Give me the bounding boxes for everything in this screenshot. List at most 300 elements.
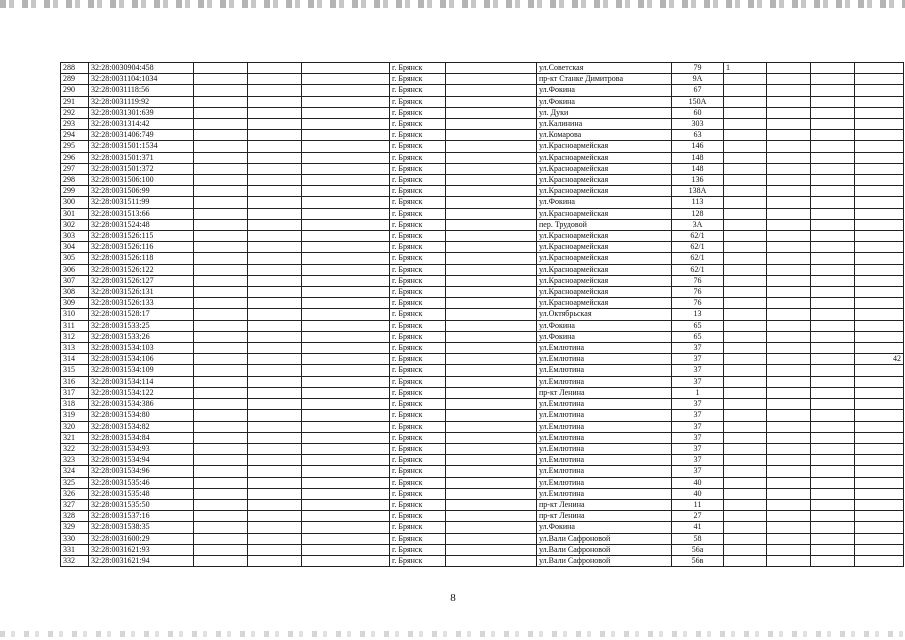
empty-cell: [811, 231, 855, 242]
empty-cell: [767, 163, 811, 174]
cadastral-number-cell: 32:28:0031119:92: [89, 96, 194, 107]
street-cell: ул.Емлютина: [537, 365, 672, 376]
house-number-cell: 37: [672, 466, 724, 477]
city-cell: г. Брянск: [390, 410, 446, 421]
empty-cell: [811, 186, 855, 197]
house-number-cell: 11: [672, 499, 724, 510]
cadastral-number-cell: 32:28:0031526:115: [89, 231, 194, 242]
empty-cell: [248, 399, 302, 410]
street-cell: ул.Фокина: [537, 320, 672, 331]
row-number-cell: 289: [61, 74, 89, 85]
empty-cell: [194, 141, 248, 152]
empty-cell: [811, 298, 855, 309]
house-number-cell: 37: [672, 432, 724, 443]
extra-cell: [724, 511, 767, 522]
empty-cell: [248, 455, 302, 466]
row-number-cell: 300: [61, 197, 89, 208]
street-cell: ул.Красноармейская: [537, 163, 672, 174]
row-number-cell: 309: [61, 298, 89, 309]
table-row: [61, 455, 904, 466]
empty-cell: [767, 387, 811, 398]
city-cell: г. Брянск: [390, 443, 446, 454]
empty-cell: [446, 287, 537, 298]
extra-cell: [724, 522, 767, 533]
empty-cell: [446, 253, 537, 264]
street-cell: пр-кт Станке Димитрова: [537, 74, 672, 85]
cadastral-number-cell: 32:28:0031534:109: [89, 365, 194, 376]
table-row: [61, 399, 904, 410]
house-number-cell: 146: [672, 141, 724, 152]
empty-cell: [767, 96, 811, 107]
empty-cell: [248, 208, 302, 219]
empty-cell: [446, 74, 537, 85]
city-cell: г. Брянск: [390, 96, 446, 107]
cadastral-number-cell: 32:28:0031501:371: [89, 152, 194, 163]
street-cell: ул.Вали Сафроновой: [537, 544, 672, 555]
empty-cell: [194, 477, 248, 488]
empty-cell: [248, 376, 302, 387]
empty-cell: [302, 197, 390, 208]
street-cell: ул.Красноармейская: [537, 231, 672, 242]
empty-cell: [302, 242, 390, 253]
row-number-cell: 329: [61, 522, 89, 533]
empty-cell: [446, 152, 537, 163]
row-number-cell: 306: [61, 264, 89, 275]
empty-cell: [811, 455, 855, 466]
table-row: [61, 264, 904, 275]
empty-cell: [302, 163, 390, 174]
empty-cell: [767, 443, 811, 454]
row-number-cell: 318: [61, 399, 89, 410]
extra-cell: [724, 85, 767, 96]
empty-cell: [302, 309, 390, 320]
empty-cell: [767, 488, 811, 499]
empty-cell: [302, 186, 390, 197]
extra-cell: [855, 399, 904, 410]
empty-cell: [302, 343, 390, 354]
table-row: [61, 511, 904, 522]
extra-cell: [855, 130, 904, 141]
page-number: 8: [450, 592, 456, 604]
empty-cell: [194, 253, 248, 264]
empty-cell: [248, 511, 302, 522]
empty-cell: [302, 107, 390, 118]
house-number-cell: 148: [672, 152, 724, 163]
empty-cell: [811, 331, 855, 342]
table-row: [61, 242, 904, 253]
empty-cell: [811, 219, 855, 230]
table-row: [61, 130, 904, 141]
empty-cell: [194, 130, 248, 141]
empty-cell: [811, 522, 855, 533]
extra-cell: [855, 488, 904, 499]
cadastral-number-cell: 32:28:0031526:122: [89, 264, 194, 275]
empty-cell: [446, 309, 537, 320]
empty-cell: [767, 331, 811, 342]
empty-cell: [194, 163, 248, 174]
empty-cell: [302, 443, 390, 454]
city-cell: г. Брянск: [390, 175, 446, 186]
empty-cell: [767, 208, 811, 219]
city-cell: г. Брянск: [390, 85, 446, 96]
extra-cell: [855, 455, 904, 466]
empty-cell: [811, 544, 855, 555]
street-cell: ул.Емлютина: [537, 343, 672, 354]
row-number-cell: 295: [61, 141, 89, 152]
empty-cell: [248, 107, 302, 118]
house-number-cell: 3А: [672, 219, 724, 230]
street-cell: ул.Калинина: [537, 119, 672, 130]
row-number-cell: 331: [61, 544, 89, 555]
empty-cell: [446, 107, 537, 118]
extra-cell: [724, 421, 767, 432]
city-cell: г. Брянск: [390, 387, 446, 398]
empty-cell: [767, 231, 811, 242]
house-number-cell: 40: [672, 488, 724, 499]
street-cell: пр-кт Ленина: [537, 387, 672, 398]
empty-cell: [446, 264, 537, 275]
extra-cell: [724, 387, 767, 398]
empty-cell: [248, 119, 302, 130]
extra-cell: [724, 253, 767, 264]
cadastral-number-cell: 32:28:0031534:103: [89, 343, 194, 354]
extra-cell: [724, 298, 767, 309]
empty-cell: [811, 443, 855, 454]
cadastral-number-cell: 32:28:0031104:1034: [89, 74, 194, 85]
city-cell: г. Брянск: [390, 264, 446, 275]
table-row: [61, 287, 904, 298]
scan-edge-top: [0, 0, 905, 8]
row-number-cell: 332: [61, 555, 89, 566]
empty-cell: [248, 85, 302, 96]
empty-cell: [446, 555, 537, 566]
house-number-cell: 150А: [672, 96, 724, 107]
empty-cell: [811, 275, 855, 286]
extra-cell: [855, 152, 904, 163]
empty-cell: [767, 186, 811, 197]
empty-cell: [302, 455, 390, 466]
extra-cell: [855, 320, 904, 331]
street-cell: ул.Емлютина: [537, 410, 672, 421]
empty-cell: [248, 421, 302, 432]
table-row: [61, 309, 904, 320]
extra-cell: [724, 130, 767, 141]
empty-cell: [302, 488, 390, 499]
empty-cell: [302, 399, 390, 410]
row-number-cell: 330: [61, 533, 89, 544]
table-row: [61, 96, 904, 107]
extra-cell: [724, 309, 767, 320]
empty-cell: [446, 63, 537, 74]
empty-cell: [194, 354, 248, 365]
empty-cell: [446, 432, 537, 443]
house-number-cell: 13: [672, 309, 724, 320]
street-cell: ул.Красноармейская: [537, 208, 672, 219]
house-number-cell: 1: [672, 387, 724, 398]
extra-cell: [724, 141, 767, 152]
street-cell: ул.Красноармейская: [537, 141, 672, 152]
empty-cell: [767, 298, 811, 309]
empty-cell: [767, 152, 811, 163]
extra-cell: [855, 555, 904, 566]
empty-cell: [811, 365, 855, 376]
empty-cell: [194, 175, 248, 186]
house-number-cell: 37: [672, 376, 724, 387]
city-cell: г. Брянск: [390, 544, 446, 555]
empty-cell: [194, 96, 248, 107]
extra-cell: [855, 544, 904, 555]
row-number-cell: 313: [61, 343, 89, 354]
city-cell: г. Брянск: [390, 107, 446, 118]
street-cell: пер. Трудовой: [537, 219, 672, 230]
city-cell: г. Брянск: [390, 376, 446, 387]
extra-cell: [855, 533, 904, 544]
city-cell: г. Брянск: [390, 421, 446, 432]
city-cell: г. Брянск: [390, 533, 446, 544]
empty-cell: [811, 499, 855, 510]
extra-cell: [724, 175, 767, 186]
empty-cell: [446, 85, 537, 96]
empty-cell: [248, 354, 302, 365]
empty-cell: [811, 242, 855, 253]
empty-cell: [248, 96, 302, 107]
empty-cell: [194, 275, 248, 286]
empty-cell: [811, 466, 855, 477]
street-cell: ул.Емлютина: [537, 443, 672, 454]
city-cell: г. Брянск: [390, 432, 446, 443]
cadastral-number-cell: 32:28:0031533:25: [89, 320, 194, 331]
city-cell: г. Брянск: [390, 488, 446, 499]
cadastral-number-cell: 32:28:0031534:82: [89, 421, 194, 432]
city-cell: г. Брянск: [390, 141, 446, 152]
extra-cell: [724, 555, 767, 566]
extra-cell: [855, 242, 904, 253]
cadastral-number-cell: 32:28:0031534:84: [89, 432, 194, 443]
empty-cell: [767, 309, 811, 320]
empty-cell: [302, 287, 390, 298]
empty-cell: [248, 387, 302, 398]
empty-cell: [248, 488, 302, 499]
house-number-cell: 40: [672, 477, 724, 488]
street-cell: ул.Емлютина: [537, 477, 672, 488]
empty-cell: [194, 488, 248, 499]
row-number-cell: 328: [61, 511, 89, 522]
extra-cell: [855, 197, 904, 208]
cadastral-number-cell: 32:28:0031600:29: [89, 533, 194, 544]
house-number-cell: 62/1: [672, 242, 724, 253]
empty-cell: [194, 119, 248, 130]
empty-cell: [194, 331, 248, 342]
street-cell: ул.Емлютина: [537, 399, 672, 410]
empty-cell: [767, 421, 811, 432]
empty-cell: [446, 130, 537, 141]
house-number-cell: 113: [672, 197, 724, 208]
empty-cell: [194, 107, 248, 118]
extra-cell: [724, 287, 767, 298]
city-cell: г. Брянск: [390, 119, 446, 130]
row-number-cell: 303: [61, 231, 89, 242]
house-number-cell: 65: [672, 320, 724, 331]
empty-cell: [248, 320, 302, 331]
empty-cell: [302, 275, 390, 286]
extra-cell: [855, 96, 904, 107]
empty-cell: [194, 522, 248, 533]
empty-cell: [446, 298, 537, 309]
empty-cell: [811, 343, 855, 354]
table-row: [61, 354, 904, 365]
empty-cell: [767, 107, 811, 118]
empty-cell: [194, 320, 248, 331]
empty-cell: [767, 219, 811, 230]
empty-cell: [194, 85, 248, 96]
empty-cell: [767, 522, 811, 533]
property-registry-table: [60, 62, 904, 567]
table-row: [61, 499, 904, 510]
empty-cell: [248, 544, 302, 555]
extra-cell: [855, 186, 904, 197]
extra-cell: [855, 74, 904, 85]
empty-cell: [194, 298, 248, 309]
extra-cell: [724, 197, 767, 208]
table-row: [61, 186, 904, 197]
empty-cell: [446, 242, 537, 253]
cadastral-number-cell: 32:28:0031534:93: [89, 443, 194, 454]
house-number-cell: 138А: [672, 186, 724, 197]
table-row: [61, 443, 904, 454]
table-row: [61, 387, 904, 398]
house-number-cell: 62/1: [672, 231, 724, 242]
empty-cell: [248, 555, 302, 566]
city-cell: г. Брянск: [390, 208, 446, 219]
row-number-cell: 321: [61, 432, 89, 443]
street-cell: ул.Красноармейская: [537, 275, 672, 286]
extra-cell: [855, 410, 904, 421]
empty-cell: [248, 186, 302, 197]
row-number-cell: 320: [61, 421, 89, 432]
row-number-cell: 294: [61, 130, 89, 141]
extra-cell: [855, 231, 904, 242]
empty-cell: [446, 488, 537, 499]
row-number-cell: 317: [61, 387, 89, 398]
empty-cell: [194, 533, 248, 544]
empty-cell: [194, 499, 248, 510]
table-row: [61, 141, 904, 152]
empty-cell: [194, 197, 248, 208]
cadastral-number-cell: 32:28:0031506:99: [89, 186, 194, 197]
cadastral-number-cell: 32:28:0031406:749: [89, 130, 194, 141]
empty-cell: [446, 511, 537, 522]
table-row: [61, 163, 904, 174]
empty-cell: [446, 231, 537, 242]
street-cell: ул.Красноармейская: [537, 253, 672, 264]
house-number-cell: 60: [672, 107, 724, 118]
house-number-cell: 37: [672, 354, 724, 365]
extra-cell: [724, 499, 767, 510]
city-cell: г. Брянск: [390, 253, 446, 264]
empty-cell: [811, 96, 855, 107]
table-row: [61, 421, 904, 432]
row-number-cell: 314: [61, 354, 89, 365]
house-number-cell: 136: [672, 175, 724, 186]
empty-cell: [811, 152, 855, 163]
empty-cell: [811, 74, 855, 85]
empty-cell: [811, 511, 855, 522]
extra-cell: [724, 466, 767, 477]
extra-cell: [724, 331, 767, 342]
extra-cell: [724, 533, 767, 544]
street-cell: ул.Фокина: [537, 331, 672, 342]
empty-cell: [446, 477, 537, 488]
empty-cell: [811, 376, 855, 387]
extra-cell: [855, 63, 904, 74]
empty-cell: [767, 343, 811, 354]
empty-cell: [302, 410, 390, 421]
extra-cell: [724, 219, 767, 230]
city-cell: г. Брянск: [390, 399, 446, 410]
cadastral-number-cell: 32:28:0031534:122: [89, 387, 194, 398]
city-cell: г. Брянск: [390, 331, 446, 342]
extra-cell: [855, 522, 904, 533]
cadastral-number-cell: 32:28:0031314:42: [89, 119, 194, 130]
empty-cell: [446, 421, 537, 432]
street-cell: пр-кт Ленина: [537, 511, 672, 522]
row-number-cell: 304: [61, 242, 89, 253]
empty-cell: [194, 365, 248, 376]
cadastral-number-cell: 32:28:0031534:386: [89, 399, 194, 410]
empty-cell: [811, 208, 855, 219]
table-row: [61, 522, 904, 533]
extra-cell: [855, 309, 904, 320]
house-number-cell: 128: [672, 208, 724, 219]
empty-cell: [248, 130, 302, 141]
empty-cell: [248, 331, 302, 342]
empty-cell: [248, 231, 302, 242]
extra-cell: [724, 399, 767, 410]
empty-cell: [446, 163, 537, 174]
empty-cell: [194, 455, 248, 466]
empty-cell: [811, 421, 855, 432]
cadastral-number-cell: 32:28:0031526:116: [89, 242, 194, 253]
row-number-cell: 311: [61, 320, 89, 331]
extra-cell: [724, 354, 767, 365]
empty-cell: [811, 130, 855, 141]
cadastral-number-cell: 32:28:0031534:80: [89, 410, 194, 421]
empty-cell: [767, 197, 811, 208]
empty-cell: [811, 488, 855, 499]
empty-cell: [811, 387, 855, 398]
empty-cell: [767, 175, 811, 186]
extra-cell: [855, 264, 904, 275]
empty-cell: [248, 477, 302, 488]
house-number-cell: 37: [672, 443, 724, 454]
empty-cell: [194, 399, 248, 410]
extra-cell: [855, 175, 904, 186]
row-number-cell: 310: [61, 309, 89, 320]
table-row: [61, 231, 904, 242]
empty-cell: [811, 107, 855, 118]
empty-cell: [811, 119, 855, 130]
city-cell: г. Брянск: [390, 163, 446, 174]
house-number-cell: 37: [672, 410, 724, 421]
empty-cell: [194, 443, 248, 454]
empty-cell: [302, 533, 390, 544]
street-cell: ул.Вали Сафроновой: [537, 533, 672, 544]
cadastral-number-cell: 32:28:0031506:100: [89, 175, 194, 186]
empty-cell: [446, 343, 537, 354]
house-number-cell: 148: [672, 163, 724, 174]
empty-cell: [302, 63, 390, 74]
empty-cell: [767, 466, 811, 477]
